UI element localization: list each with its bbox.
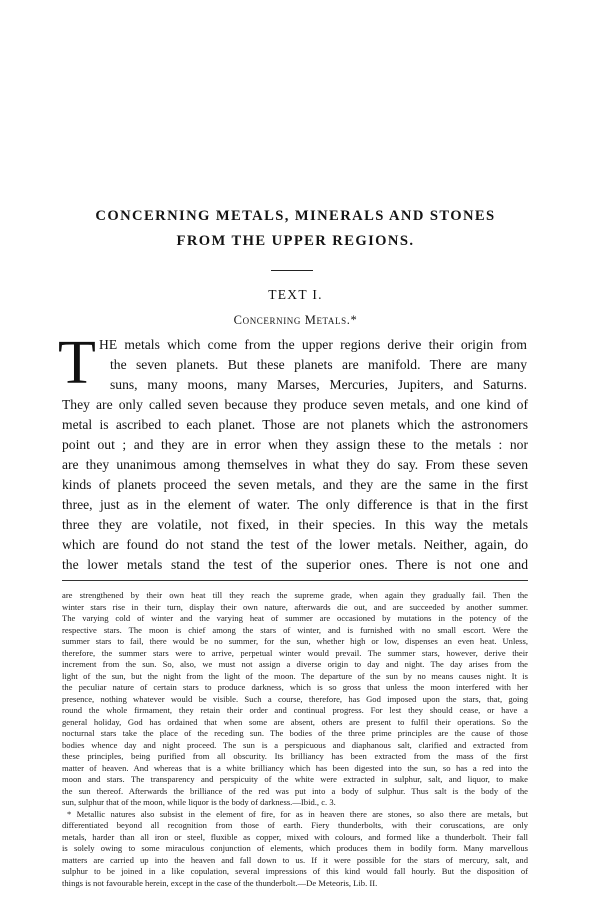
chapter-title-line-1: CONCERNING METALS, MINERALS AND STONES: [95, 208, 496, 224]
footnote-divider: [62, 580, 528, 581]
footnote-line: therefore, the summer stars were to arrive, perpetual winter would prevail. The summer stars, however, derive their: [62, 647, 528, 658]
footnote-line: these principles, being purified from all obscurity. Its brilliancy has been extracted from the mass of the first: [62, 751, 528, 761]
title-divider: [271, 270, 313, 271]
section-heading: Concerning Metals.*: [233, 313, 358, 327]
body-line: which are found do not stand the test of the lower metals. Neither, again, do: [62, 537, 528, 552]
footnote-line: summer stars to fail, there would be no summer, for the sun, whether high or low, dispenses an even heat. Unless,: [62, 636, 528, 646]
footnote-line: differentiated beyond all recognition from those of earth. Fiery thunderbolts, with their coruscations, are only: [62, 820, 528, 830]
footnote-line: respective stars. The moon is chief among the stars of winter, and is furnished with no small escort. Were the: [62, 624, 528, 635]
footnote-line: matter of heaven. And whereas that is a white brilliancy which has been digested into the sun, so has a red into the: [62, 762, 528, 773]
footnote-line: sun, sulphur that of the moon, while liquor is the body of darkness.—Ibid., c. 3.: [62, 797, 336, 807]
footnote-line: moon and stars. The transparency and perspicuity of the white were extracted in sulphur, salt, and liquor, to make: [62, 774, 528, 784]
drop-cap: T: [58, 329, 96, 397]
footnote-line: general holiday, God has ordained that when some are absent, others are present to fulfil their operations. So the: [62, 716, 528, 727]
footnote-line: the peculiar nature of certain stars to produce darkness, which is so gross that unless the moon interfered with her: [62, 682, 528, 692]
footnote-line: metals, harder than all iron or steel, fluxible as copper, mixed with colours, and formed like a thunderbolt. Their fall: [62, 831, 528, 842]
footnote-line: light of the sun, but the night from the light of the moon. The departure of the sun by no means causes night. It is: [62, 670, 528, 681]
footnote-line: nocturnal stars take the place of the receding sun. The bodies of the three prime principles are the cause of those: [62, 728, 528, 738]
footnote-line: bodies whence day and night proceed. The sun is a perspicuous and diaphanous salt, clarified and extracted from: [62, 739, 528, 750]
body-line: three, just as in the element of water. The only difference is that in the first: [62, 497, 528, 512]
footnote-line: things is not favourable herein, except in the case of the thunderbolt.—De Meteoris, Lib. II.: [62, 877, 378, 888]
body-line: are they unanimous among themselves in what they do say. From these seven: [62, 457, 528, 472]
body-line: point out ; and they are in error when they assign these to the metals : nor: [62, 437, 528, 452]
body-line: three they are volatile, not fixed, in their species. In this way the metals: [62, 517, 528, 532]
footnote-line: round the whole firmament, they retain their order and continual progress. For lest they should cease, or have a: [62, 705, 528, 715]
footnote-line: the sun thereof. Afterwards the brilliance of the red was put into a body of sulphur. Thus salt is the body of the: [62, 785, 528, 796]
footnote-line: * Metallic natures also subsist in the element of fire, for as in heaven there are stones, so also there are metals, but: [67, 808, 528, 819]
body-line: They are only called seven because they produce seven metals, and one kind of: [62, 397, 528, 412]
footnote-line: is solely owing to some miraculous conjunction of elements, which produces them in bodily form. Many marvellous: [62, 843, 528, 853]
body-line: HE metals which come from the upper regions derive their origin from: [99, 337, 527, 352]
footnote-line: winter stars rise in their turn, display their own nature, afterwards die out, and are succeeded by another summer.: [62, 601, 528, 612]
footnote-line: presence, nothing whatever would be visible. Such a course, therefore, has God imposed upon the stars, that, going: [62, 693, 528, 704]
text-heading: TEXT I.: [268, 287, 323, 302]
body-line: the seven planets. But these planets are manifold. There are many: [110, 357, 527, 372]
footnote-line: matters are carried up into the heaven and fall down to us. If it were possible for the stars of mercury, salt, and: [62, 854, 528, 865]
body-line: kinds of planets proceed the seven metals, and they are the same in the first: [62, 477, 528, 492]
footnote-line: are strengthened by their own heat till they reach the supreme grade, when again they gradually fail. Then the: [62, 590, 528, 600]
body-line: metal is ascribed to each planet. Those are not planets which the astronomers: [62, 417, 528, 432]
chapter-title-line-2: FROM THE UPPER REGIONS.: [176, 233, 415, 249]
footnote-line: The varying cold of winter and the varying heat of summer are occasioned by mutations in the potency of the: [62, 613, 528, 623]
footnote-line: sulphur to be joined in a like copulation, several impressions of this kind would fall hourly. But the disposition of: [62, 866, 528, 876]
body-line: the lower metals stand the test of the superior ones. There is not one and: [62, 557, 528, 572]
footnote-line: increment from the sun. So, also, we must not assign a diverse origin to day and night. The day arises from the: [62, 659, 528, 669]
body-line: suns, many moons, many Marses, Mercuries, Jupiters, and Saturns.: [110, 377, 527, 392]
